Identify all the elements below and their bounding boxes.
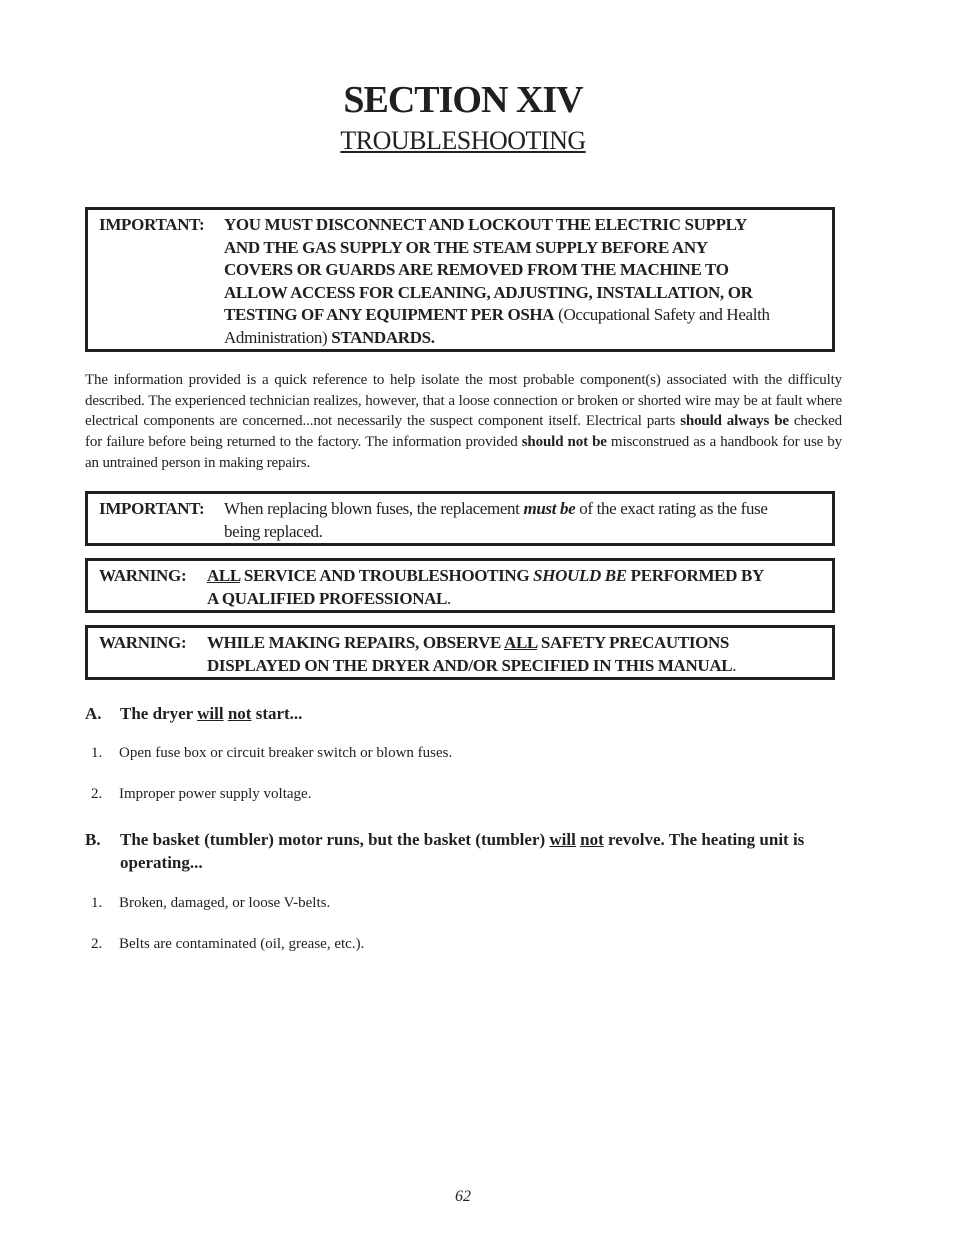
section-title: SECTION XIV (343, 79, 583, 121)
notice-label: IMPORTANT: (99, 499, 205, 518)
list-item-text: Broken, damaged, or loose V-belts. (119, 895, 331, 911)
list-item-number: 2. (91, 936, 103, 952)
list-item-text: Open fuse box or circuit breaker switch or blown fuses. (119, 745, 453, 761)
warning-safety-precautions (85, 625, 835, 680)
warning-qualified-professional (85, 558, 835, 613)
section-a-heading (85, 702, 842, 726)
warning-label: WARNING: (99, 566, 187, 585)
notice-line: COVERS OR GUARDS ARE REMOVED FROM THE MACHINE TO (224, 260, 729, 279)
list-item-number: 2. (91, 786, 103, 802)
notice-line: When replacing blown fuses, the replacement must be of the exact rating as the fuse (224, 499, 768, 518)
important-notice-lockout (85, 207, 835, 352)
notice-line: Administration) STANDARDS. (224, 327, 435, 347)
section-heading-text: The dryer will not start... (120, 704, 303, 723)
section-subtitle: TROUBLESHOOTING (340, 126, 586, 155)
notice-line: being replaced. (224, 521, 323, 541)
list-item-number: 1. (91, 745, 103, 761)
warning-line: WHILE MAKING REPAIRS, OBSERVE ALL SAFETY PRECAUTIONS (207, 633, 730, 652)
page-number: 62 (455, 1188, 471, 1205)
important-notice-fuses (85, 491, 835, 546)
list-item-text: Belts are contaminated (oil, grease, etc.). (119, 936, 365, 952)
notice-line: AND THE GAS SUPPLY OR THE STEAM SUPPLY BEFORE ANY (224, 237, 708, 257)
warning-body (207, 565, 827, 610)
warning-line: DISPLAYED ON THE DRYER AND/OR SPECIFIED IN THIS MANUAL. (207, 655, 737, 675)
notice-body (224, 214, 824, 349)
warning-body (207, 632, 827, 677)
list-item-number: 1. (91, 895, 103, 911)
list-item-text: Improper power supply voltage. (119, 786, 312, 802)
notice-line: ALLOW ACCESS FOR CLEANING, ADJUSTING, INSTALLATION, OR (224, 282, 753, 302)
warning-line: ALL SERVICE AND TROUBLESHOOTING SHOULD BE PERFORMED BY (207, 566, 764, 585)
section-b-heading (85, 828, 842, 876)
notice-line: YOU MUST DISCONNECT AND LOCKOUT THE ELECTRIC SUPPLY (224, 215, 747, 234)
notice-body (224, 498, 824, 543)
section-heading-text: The basket (tumbler) motor runs, but the basket (tumbler) will not revolve. The heating unit is operating... (120, 830, 805, 872)
notice-label: IMPORTANT: (99, 215, 205, 234)
warning-label: WARNING: (99, 633, 187, 652)
intro-paragraph: The information provided is a quick reference to help isolate the most probable component(s) associated with the difficulty described. The experienced technician realizes, however, that a loose connection or broken or shorted wire may be at fault where electrical components are concerned...not necessarily the suspect component itself. Electrical parts should always be checked for failure before being returned to the factory. The information provided should not be misconstrued as a handbook for use by an untrained person in making repairs. (85, 372, 842, 471)
section-letter: B. (85, 830, 101, 849)
notice-line: TESTING OF ANY EQUIPMENT PER OSHA (Occupational Safety and Health (224, 305, 770, 324)
section-letter: A. (85, 704, 102, 723)
warning-line: A QUALIFIED PROFESSIONAL. (207, 588, 451, 608)
